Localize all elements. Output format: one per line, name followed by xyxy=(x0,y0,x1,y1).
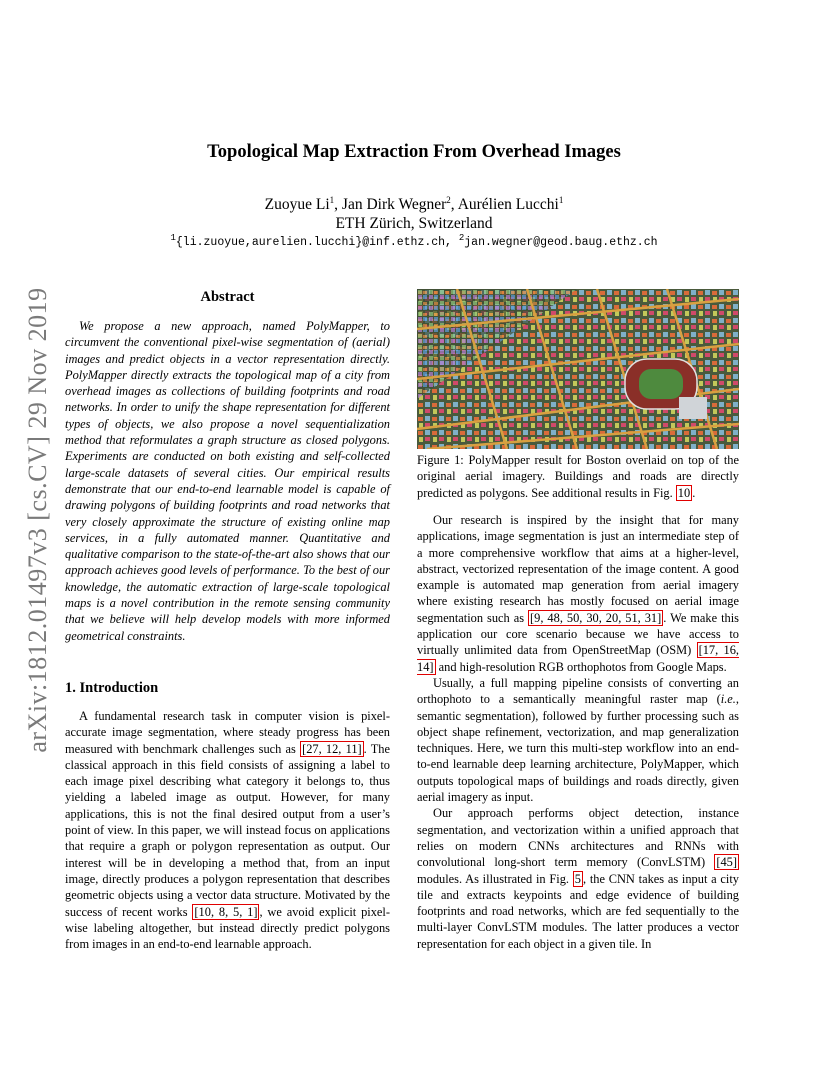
aerial-image-figure xyxy=(417,289,739,449)
citation-link[interactable]: [27, 12, 11] xyxy=(302,741,362,756)
citation-link[interactable]: [45] xyxy=(716,855,737,870)
abstract-heading: Abstract xyxy=(200,289,255,305)
aerial-image xyxy=(417,289,739,449)
citation-link[interactable]: [17, 16, 14] xyxy=(417,643,739,674)
arxiv-stamp: arXiv:1812.01497v3 [cs.CV] 29 Nov 2019 xyxy=(23,287,52,753)
paragraph: Our research is inspired by the insight that for many applications, image segmentation is just an intermediate step of a more comprehensive workflow that aims at a higher-level, abstract, vectorized representation of the image content. A good example is automated map generation from aerial imagery where existing research has mostly focused on aerial image segmentation such as [9, 48, 50, 30, 20, 51, 31] . We make this application our core scenario because we have access to virtually unlimited data from OpenStreetMap (OSM) [17, 16, 14] and high-resolution RGB orthophotos from Google Maps. xyxy=(417,513,739,674)
author-block: Zuoyue Li$^1$, Jan Dirk Wegner$^2$, Aurélien Lucchi$^1$ ETH Zürich, Switzerland xyxy=(0,195,828,233)
figure-ref-link[interactable]: 5 xyxy=(574,871,581,886)
figure-ref-link[interactable]: 10 xyxy=(677,485,691,500)
citation-link[interactable]: [10, 8, 5, 1] xyxy=(194,904,258,919)
paper-title: Topological Map Extraction From Overhead Images xyxy=(207,142,621,162)
figure-caption: Figure 1: PolyMapper result for Boston overlaid on top of the original aerial imagery. Buildings and roads are directly predicted as polygons. See additional results in Fig. 10 . xyxy=(417,453,739,500)
citation-link[interactable]: [9, 48, 50, 30, 20, 51, 31] xyxy=(530,610,662,625)
section-heading: 1. Introduction xyxy=(65,680,159,696)
institution: ETH Zürich, Switzerland xyxy=(335,215,493,232)
author-name: Zuoyue Li xyxy=(264,196,330,213)
right-column-text xyxy=(417,512,739,952)
paragraph: Usually, a full mapping pipeline consists of converting an orthophoto to a semantically meaningful raster map (i.e., semantic segmentation), followed by further processing such as object shape refinement, vectorization, and map generalization techniques. Here, we turn this multi-step workflow into an end-to-end learnable deep learning architecture, PolyMapper, which outputs topological maps of buildings and roads directly, given aerial imagery as input. xyxy=(417,675,739,805)
abstract-text: We propose a new approach, named PolyMapper, to circumvent the conventional pixel-wise segmentation of (aerial) images and predict objects in a vector representation directly. PolyMapper directly extracts the topological map of a city from overhead images as collections of building footprints and road networks. In order to unify the shape representation for different types of objects, we also propose a novel sequentialization method that reformulates a graph structure as closed polygons. Experiments are conducted on both existing and self-collected large-scale datasets of several cities. Our empirical results demonstrate that our end-to-end learnable model is capable of drawing polygons of building footprints and road networks that very closely approximate the structure of existing online map services, in a fully automated manner. Quantitative and qualitative comparison to the state-of-the-art also shows that our approach achieves good levels of performance. To the best of our knowledge, the automatic extraction of large-scale topological maps is a novel contribution in the remote sensing community that we believe will help develop models with more informed geometrical constraints. xyxy=(65,319,390,643)
author-name: Jan Dirk Wegner xyxy=(341,196,447,213)
introduction-text: A fundamental research task in computer vision is pixel-accurate image segmentation, where steady progress has been measured with benchmark challenges such as [27, 12, 11] . The classical approach in this field consists of assigning a label to each image pixel describing what category it belongs to, thus yielding a labeled image as output. However, for many applications, this is not the final desired output from a user’s point of view. In this paper, we will instead focus on applications that require a graph or polygon representation as output. Our interest will be in developing a method that, from an input image, directly produces a polygon representation that describes geometric objects using a vector data structure. Motivated by the success of recent works [10, 8, 5, 1] , we avoid explicit pixel-wise labeling altogether, but instead directly predict polygons from images in an end-to-end learnable approach. xyxy=(65,709,390,952)
paragraph: Our approach performs object detection, instance segmentation, and vectorization within a unified approach that relies on modern CNNs architectures and RNNs with convolutional long-short term memory (ConvLSTM) [45] modules. As illustrated in Fig. 5 , the CNN takes as input a city tile and extracts keypoints and edge evidence of building footprints and road networks, which are fed sequentially to the multi-layer ConvLSTM modules. The latter produces a vector representation for each object in a given tile. In xyxy=(417,806,739,951)
author-name: Aurélien Lucchi xyxy=(457,196,559,213)
author-emails: $^1${li.zuoyue,aurelien.lucchi}@inf.ethz.ch, $^2$jan.wegner@geod.baug.ethz.ch xyxy=(170,233,658,249)
